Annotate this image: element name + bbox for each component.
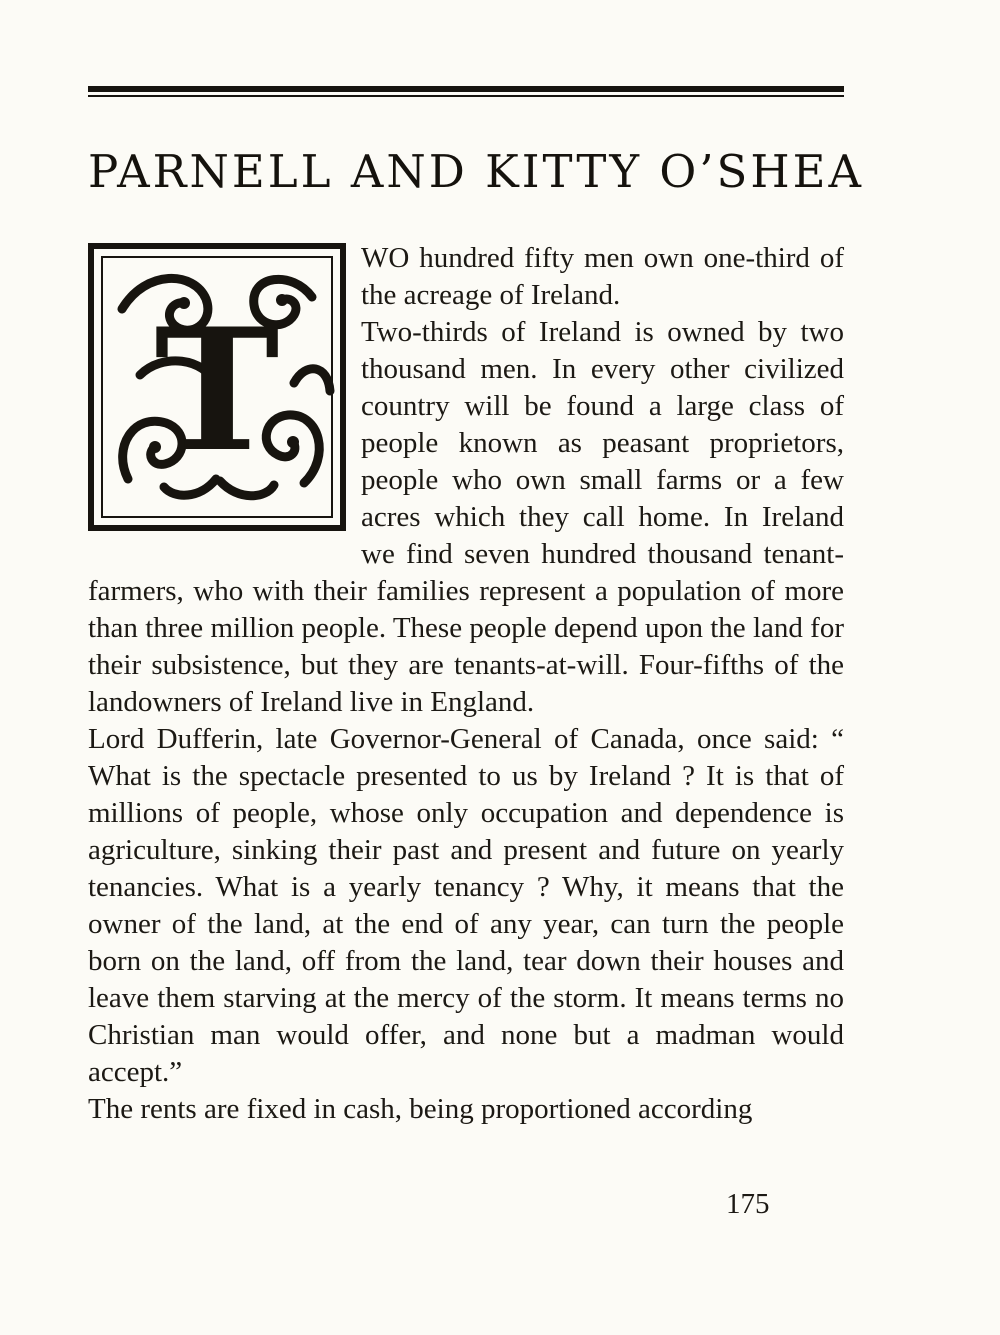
- body-text: [88, 240, 844, 1128]
- drop-cap-ornament: [88, 243, 346, 531]
- body-paragraph-4: The rents are fixed in cash, being proportioned according: [88, 1093, 753, 1125]
- body-paragraph-3: Lord Dufferin, late Governor-General of Canada, once said: “ What is the spectacle presented to us by Ireland ? It is that of millions of people, whose only occupation and dependence is agriculture, sinking their past and present and future on yearly tenancies. What is a yearly tenancy ? Why, it means that the owner of the land, at the end of any year, can turn the people born on the land, off from the land, tear down their houses and leave them starving at the mercy of the storm. It means terms no Christian man would offer, and none but a madman would accept.”: [88, 723, 844, 1088]
- top-rule: [88, 86, 844, 97]
- page-title: PARNELL AND KITTY O’SHEA: [88, 145, 864, 198]
- body-paragraph-2: Two-thirds of Ireland is owned by two thousand men. In every other civilized country will be found a large class of people known as peasant proprietors, people who own small farms or a few acres which they call home. In Ireland we find seven hundred thousand tenant-farmers, who with their families represent a population of more than three million people. These people depend upon the land for their subsistence, but they are tenants-at-will. Four-fifths of the landowners of Ireland live in England.: [88, 316, 844, 718]
- top-rule-thick: [88, 86, 844, 92]
- page-content: [88, 0, 864, 1128]
- body-paragraph-1: WO hundred fifty men own one-third of the acreage of Ireland.: [361, 242, 844, 311]
- top-rule-thin: [88, 95, 844, 97]
- page-number: 175: [726, 1188, 770, 1220]
- ornamental-initial-letter: T: [154, 291, 280, 489]
